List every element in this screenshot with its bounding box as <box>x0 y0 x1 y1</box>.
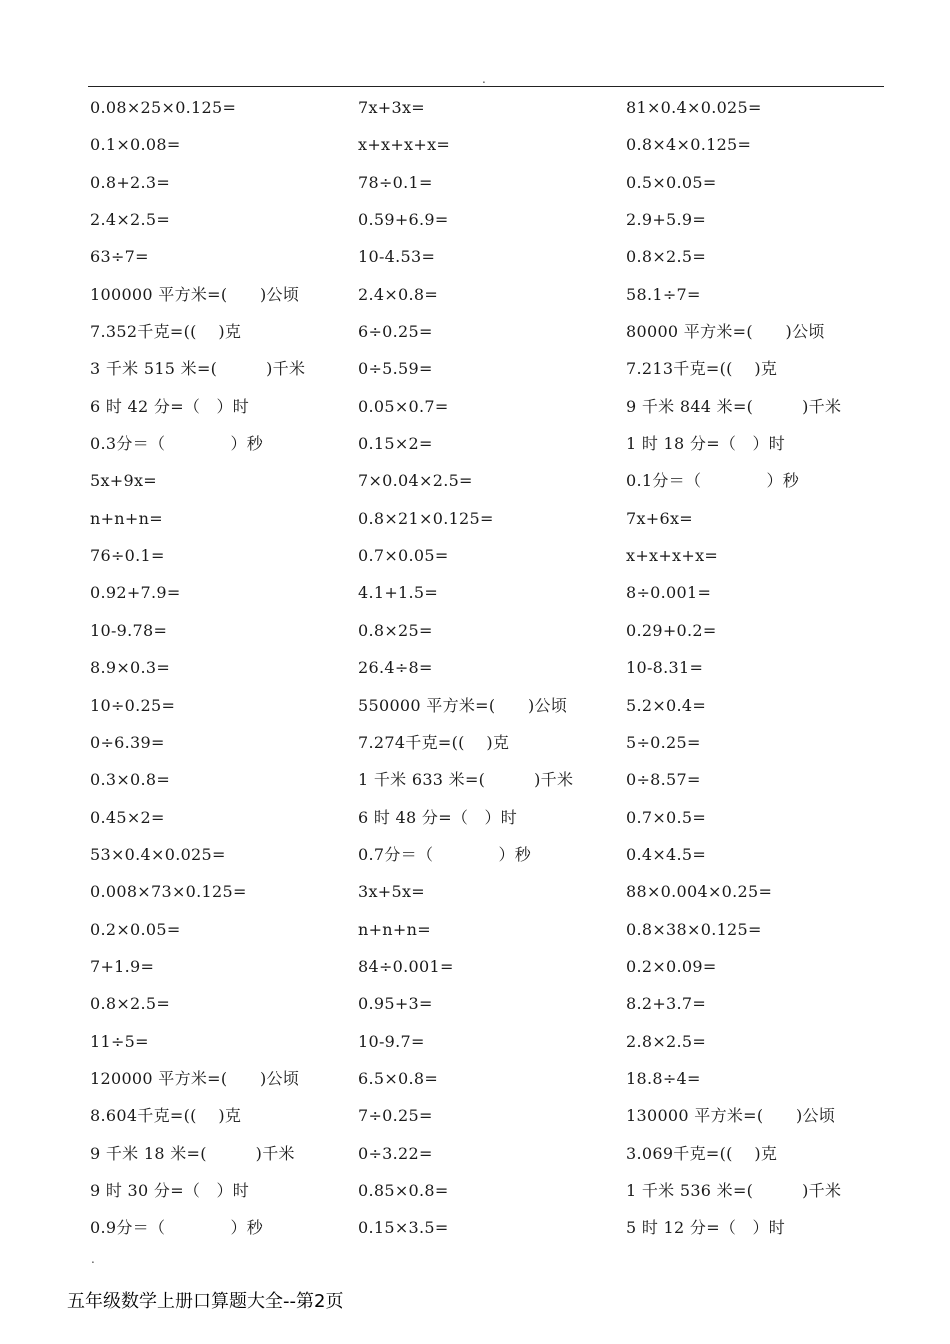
problem-cell: 7.213千克=(( )克 <box>626 359 778 379</box>
problem-row <box>90 320 880 357</box>
problem-cell: 6 时 48 分=（ ）时 <box>358 807 518 827</box>
problem-cell: 5 时 12 分=（ ）时 <box>626 1218 786 1238</box>
problem-row <box>90 544 880 581</box>
problem-row <box>90 656 880 693</box>
problem-cell: 0.5×0.05= <box>626 172 717 192</box>
problem-row <box>90 208 880 245</box>
problem-row <box>90 507 880 544</box>
problem-cell: 130000 平方米=( )公顷 <box>626 1106 836 1126</box>
problem-cell: 0.4×4.5= <box>626 844 707 864</box>
problem-row <box>90 1179 880 1216</box>
problem-cell: 550000 平方米=( )公顷 <box>358 695 568 715</box>
problem-cell: 8.9×0.3= <box>90 658 171 678</box>
problem-cell: 0.7×0.5= <box>626 807 707 827</box>
problem-cell: 1 千米 633 米=( )千米 <box>358 770 574 790</box>
problem-row <box>90 1216 880 1253</box>
problem-cell: 0.8×25= <box>358 620 433 640</box>
problem-row <box>90 694 880 731</box>
problem-cell: 0÷5.59= <box>358 359 433 379</box>
problem-cell: 7÷0.25= <box>358 1106 433 1126</box>
problem-cell: x+x+x+x= <box>626 546 719 566</box>
problem-cell: 4.1+1.5= <box>358 583 439 603</box>
problem-cell: 9 千米 844 米=( )千米 <box>626 396 842 416</box>
problem-cell: 8.604千克=(( )克 <box>90 1106 242 1126</box>
problem-cell: 9 千米 18 米=( )千米 <box>90 1143 295 1163</box>
problem-cell: 0.9分＝（ ）秒 <box>90 1218 264 1238</box>
problem-row <box>90 581 880 618</box>
problem-cell: 2.4×0.8= <box>358 284 439 304</box>
problem-cell: 0.7分＝（ ）秒 <box>358 844 532 864</box>
problem-cell: 81×0.4×0.025= <box>626 98 762 117</box>
problem-cell: 0÷3.22= <box>358 1143 433 1163</box>
problem-cell: 10-9.78= <box>90 620 168 640</box>
problem-cell: 3 千米 515 米=( )千米 <box>90 359 306 379</box>
problem-cell: 1 时 18 分=（ ）时 <box>626 434 786 454</box>
problem-row <box>90 283 880 320</box>
problem-row <box>90 432 880 469</box>
problem-cell: 0.3分＝（ ）秒 <box>90 434 264 454</box>
problem-cell: 0.92+7.9= <box>90 583 181 603</box>
problem-cell: 3.069千克=(( )克 <box>626 1143 778 1163</box>
problem-cell: 0.1分＝（ ）秒 <box>626 471 800 491</box>
problem-cell: 5x+9x= <box>90 471 158 491</box>
problem-cell: 0.15×2= <box>358 434 433 454</box>
problem-cell: 8.2+3.7= <box>626 994 707 1014</box>
problem-cell: 0÷6.39= <box>90 732 165 752</box>
footer-dot: . <box>91 1252 95 1266</box>
header-dot: . <box>482 72 486 86</box>
problem-row <box>90 133 880 170</box>
problem-row <box>90 992 880 1029</box>
problem-cell: 7x+6x= <box>626 508 694 528</box>
problem-cell: 11÷5= <box>90 1031 149 1051</box>
problem-cell: 0.008×73×0.125= <box>90 882 247 902</box>
problem-cell: 0.8×4×0.125= <box>626 135 752 155</box>
problem-cell: 76÷0.1= <box>90 546 165 566</box>
problem-cell: 0.2×0.05= <box>90 919 181 939</box>
problem-cell: 0.15×3.5= <box>358 1218 449 1238</box>
problem-cell: 0.3×0.8= <box>90 770 171 790</box>
problem-cell: 0÷8.57= <box>626 770 701 790</box>
problem-cell: 0.8×21×0.125= <box>358 508 494 528</box>
problem-cell: 0.2×0.09= <box>626 956 717 976</box>
problem-cell: 6÷0.25= <box>358 322 433 342</box>
problem-cell: 5÷0.25= <box>626 732 701 752</box>
problem-cell: 26.4÷8= <box>358 658 433 678</box>
problem-cell: 10-9.7= <box>358 1031 425 1051</box>
problem-cell: 10-4.53= <box>358 247 436 267</box>
problem-row <box>90 918 880 955</box>
problem-cell: 0.95+3= <box>358 994 433 1014</box>
problem-row <box>90 1104 880 1141</box>
problem-cell: 0.05×0.7= <box>358 396 449 416</box>
problem-row <box>90 768 880 805</box>
problem-cell: 78÷0.1= <box>358 172 433 192</box>
problem-cell: 7.274千克=(( )克 <box>358 732 510 752</box>
problem-cell: n+n+n= <box>90 508 163 528</box>
problem-cell: 2.8×2.5= <box>626 1031 707 1051</box>
problem-cell: 0.08×25×0.125= <box>90 98 237 117</box>
problem-cell: 63÷7= <box>90 247 149 267</box>
problem-cell: 10-8.31= <box>626 658 704 678</box>
problem-row <box>90 245 880 282</box>
problem-cell: 84÷0.001= <box>358 956 454 976</box>
problem-cell: 1 千米 536 米=( )千米 <box>626 1180 842 1200</box>
problem-row <box>90 806 880 843</box>
problem-cell: 7.352千克=(( )克 <box>90 322 242 342</box>
problem-cell: 7x+3x= <box>358 98 426 117</box>
problem-cell: 5.2×0.4= <box>626 695 707 715</box>
problem-cell: 0.29+0.2= <box>626 620 717 640</box>
problem-grid <box>90 96 880 1254</box>
problem-row <box>90 357 880 394</box>
problem-cell: x+x+x+x= <box>358 135 451 155</box>
problem-cell: 0.8×38×0.125= <box>626 919 762 939</box>
problem-row <box>90 171 880 208</box>
problem-row <box>90 619 880 656</box>
problem-cell: 2.4×2.5= <box>90 210 171 230</box>
problem-cell: n+n+n= <box>358 919 431 939</box>
problem-row <box>90 1030 880 1067</box>
problem-cell: 0.8×2.5= <box>626 247 707 267</box>
problem-cell: 10÷0.25= <box>90 695 176 715</box>
problem-cell: 0.45×2= <box>90 807 165 827</box>
problem-cell: 0.8×2.5= <box>90 994 171 1014</box>
problem-cell: 3x+5x= <box>358 882 426 902</box>
problem-cell: 8÷0.001= <box>626 583 712 603</box>
problem-row <box>90 395 880 432</box>
problem-cell: 0.8+2.3= <box>90 172 171 192</box>
problem-cell: 88×0.004×0.25= <box>626 882 773 902</box>
problem-row <box>90 880 880 917</box>
problem-row <box>90 96 880 133</box>
problem-row <box>90 1142 880 1179</box>
problem-cell: 2.9+5.9= <box>626 210 707 230</box>
problem-cell: 18.8÷4= <box>626 1068 701 1088</box>
problem-cell: 9 时 30 分=（ ）时 <box>90 1180 250 1200</box>
problem-row <box>90 731 880 768</box>
problem-row <box>90 843 880 880</box>
header-rule <box>88 86 884 87</box>
problem-cell: 0.85×0.8= <box>358 1180 449 1200</box>
problem-row <box>90 1067 880 1104</box>
problem-row <box>90 955 880 992</box>
problem-cell: 7+1.9= <box>90 956 155 976</box>
problem-cell: 58.1÷7= <box>626 284 701 304</box>
problem-row <box>90 469 880 506</box>
problem-cell: 0.1×0.08= <box>90 135 181 155</box>
problem-cell: 53×0.4×0.025= <box>90 844 226 864</box>
problem-cell: 100000 平方米=( )公顷 <box>90 284 300 304</box>
problem-cell: 7×0.04×2.5= <box>358 471 473 491</box>
problem-cell: 120000 平方米=( )公顷 <box>90 1068 300 1088</box>
problem-cell: 6 时 42 分=（ ）时 <box>90 396 250 416</box>
problem-cell: 80000 平方米=( )公顷 <box>626 322 825 342</box>
problem-cell: 6.5×0.8= <box>358 1068 439 1088</box>
problem-cell: 0.7×0.05= <box>358 546 449 566</box>
page-footer: 五年级数学上册口算题大全--第2页 <box>67 1291 344 1312</box>
problem-cell: 0.59+6.9= <box>358 210 449 230</box>
